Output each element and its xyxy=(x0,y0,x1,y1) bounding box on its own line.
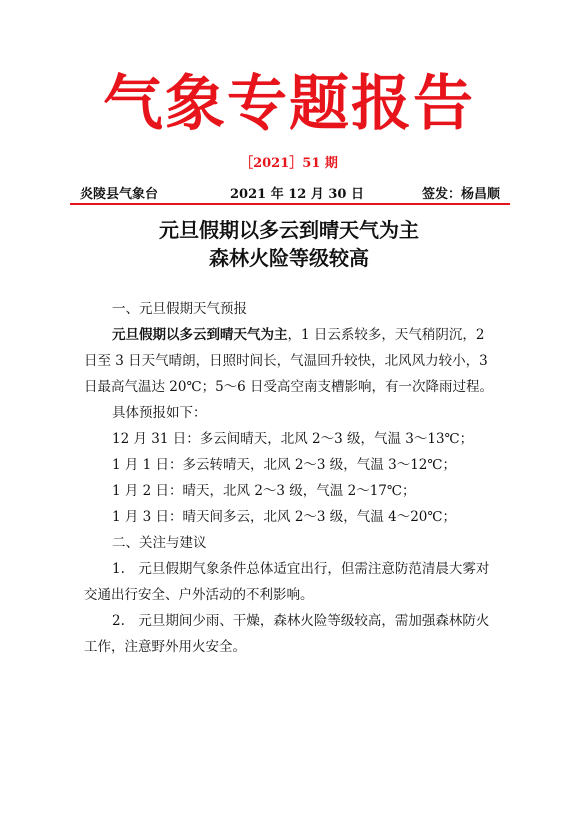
forecast-intro: 具体预报如下： xyxy=(112,405,207,421)
advice-item-1: 1. 元旦假期气象条件总体适宜出行，但需注意防范清晨大雾对交通出行安全、户外活动的不利影响。 xyxy=(84,561,490,603)
forecast-day-1: 12 月 31 日：多云间晴天，北风 2～3 级，气温 3～13℃； xyxy=(112,431,474,447)
issue-number: ［2021］51 期 xyxy=(240,156,338,171)
forecast-day-2: 1 月 1 日：多云转晴天，北风 2～3 级，气温 3～12℃； xyxy=(112,457,456,473)
report-body xyxy=(84,296,496,660)
report-meta xyxy=(80,183,500,203)
advice-item-2: 2. 元旦期间少雨、干燥，森林火险等级较高，需加强森林防火工作，注意野外用火安全。 xyxy=(84,613,490,655)
section-1-lead: 元旦假期以多云到晴天气为主 xyxy=(112,327,288,343)
headline-line-1: 元旦假期以多云到晴天气为主 xyxy=(159,218,419,242)
forecast-day-4: 1 月 3 日：晴天间多云，北风 2～3 级，气温 4～20℃； xyxy=(112,509,456,525)
forecast-day-3: 1 月 2 日：晴天，北风 2～3 级，气温 2～17℃； xyxy=(112,483,416,499)
signer: 签发：杨昌顺 xyxy=(421,187,500,202)
headline-line-2: 森林火险等级较高 xyxy=(209,246,369,270)
section-2-heading: 二、关注与建议 xyxy=(112,535,207,551)
section-1-heading: 一、元旦假期天气预报 xyxy=(112,301,247,317)
report-title: 气象专题报告 xyxy=(103,69,475,139)
section-1-body: ，1 日云系较多，天气稍阴沉，2 日至 3 日天气晴朗，日照时间长，气温回升较快，北风风力较小，3 日最高气温达 20℃；5～6 日受高空南支槽影响，有一次降雨过程。 xyxy=(84,327,494,395)
headline xyxy=(0,216,578,272)
issuing-organization: 炎陵县气象台 xyxy=(80,187,159,202)
red-divider xyxy=(70,203,510,205)
issue-date: 2021 年 12 月 30 日 xyxy=(230,187,364,202)
section-1-paragraph xyxy=(84,322,496,400)
